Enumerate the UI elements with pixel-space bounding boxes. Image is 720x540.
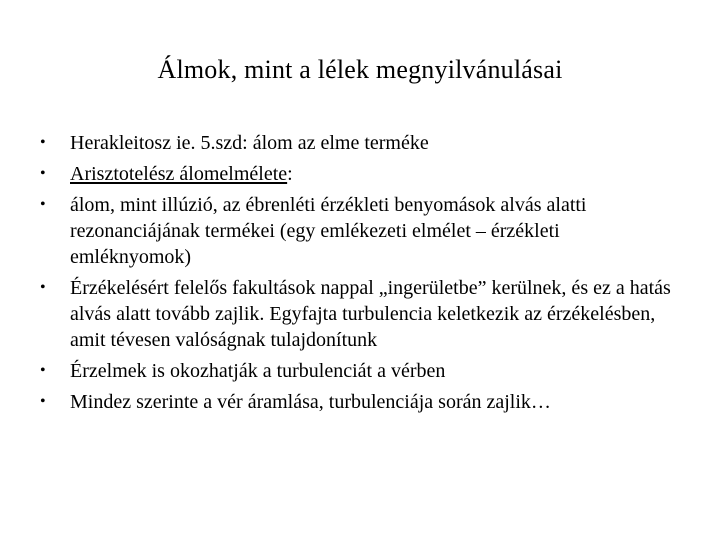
hyperlink-aristotle[interactable]: Arisztotelész álomelmélete [70, 163, 288, 185]
list-item [40, 161, 680, 187]
bullet-text: Herakleitosz ie. 5.szd: álom az elme terméke [70, 132, 429, 154]
bullet-text: Érzelmek is okozhatják a turbulenciát a vérben [70, 360, 446, 382]
bullet-text [70, 161, 680, 187]
bullet-icon: • [40, 279, 46, 296]
bullet-suffix: : [287, 163, 293, 185]
bullet-icon: • [40, 393, 46, 410]
bullet-text: álom, mint illúzió, az ébrenléti érzékleti benyomások alvás alatti rezonanciájának termékei (egy emlékezeti elmélet – érzékleti emléknyomok) [70, 194, 587, 268]
list-item [40, 192, 680, 270]
list-item [40, 389, 680, 415]
list-item [40, 275, 680, 353]
bullet-icon: • [40, 165, 46, 182]
bullet-list [40, 130, 680, 420]
bullet-text: Mindez szerinte a vér áramlása, turbulenciája során zajlik… [70, 391, 551, 413]
slide-title: Álmok, mint a lélek megnyilvánulásai [157, 55, 563, 84]
bullet-icon: • [40, 134, 46, 151]
list-item [40, 130, 680, 156]
bullet-icon: • [40, 362, 46, 379]
list-item [40, 358, 680, 384]
bullet-text: Érzékelésért felelős fakultások nappal „ingerületbe” kerülnek, és ez a hatás alvás alatt tovább zajlik. Egyfajta turbulencia keletkezik az érzékelésben, amit tévesen valóságnak tulajdonítunk [70, 277, 671, 351]
bullet-icon: • [40, 196, 46, 213]
